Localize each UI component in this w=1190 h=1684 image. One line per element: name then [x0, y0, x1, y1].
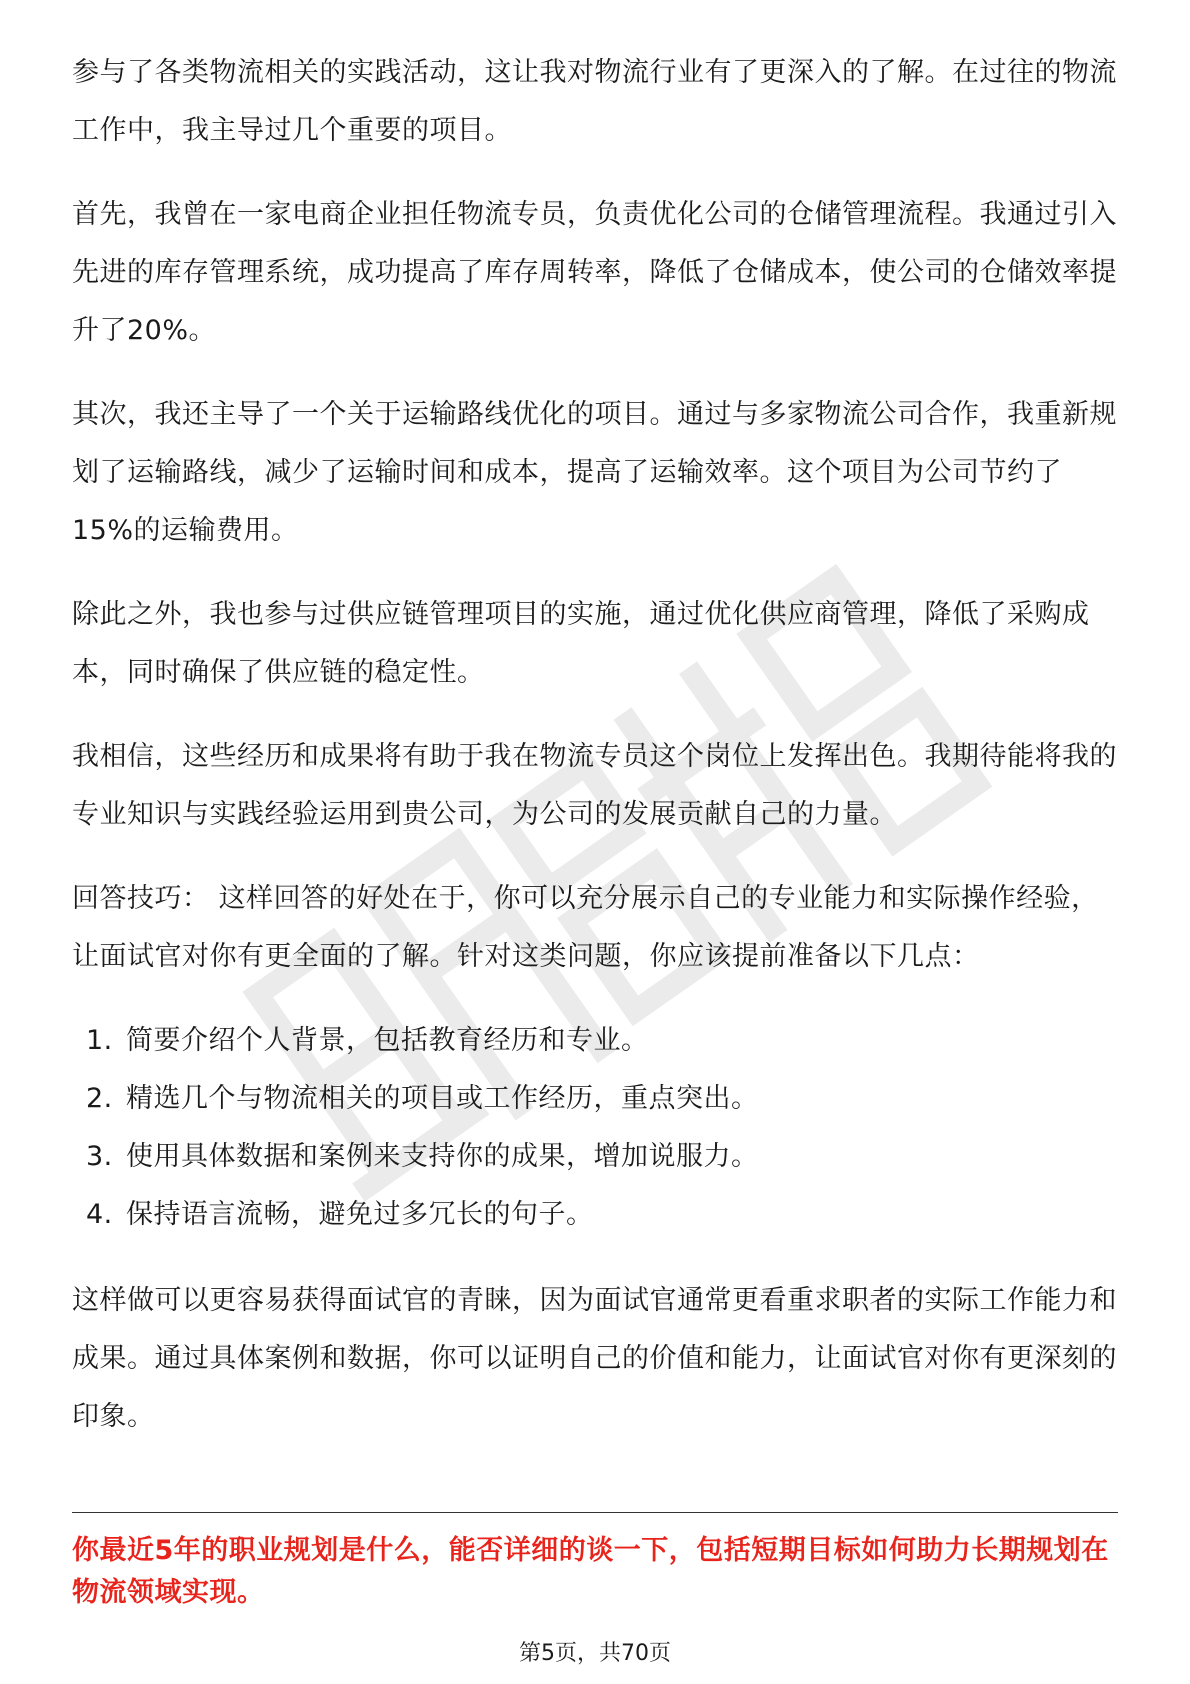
list-item-number: 3.: [86, 1141, 113, 1172]
paragraph-tips: 回答技巧： 这样回答的好处在于，你可以充分展示自己的专业能力和实际操作经验，让面试官对你有更全面的了解。针对这类问题，你应该提前准备以下几点：: [72, 883, 1099, 972]
list-item-number: 4.: [86, 1199, 113, 1230]
list-item-text: 精选几个与物流相关的项目或工作经历，重点突出。: [126, 1083, 759, 1114]
list-item-text: 使用具体数据和案例来支持你的成果，增加说服力。: [126, 1141, 759, 1172]
list-item: [72, 1070, 1118, 1128]
paragraph-supply-chain: 除此之外，我也参与过供应链管理项目的实施，通过优化供应商管理，降低了采购成本，同时确保了供应链的稳定性。: [72, 599, 1090, 688]
paragraph-conclusion: 我相信，这些经历和成果将有助于我在物流专员这个岗位上发挥出色。我期待能将我的专业知识与实践经验运用到贵公司，为公司的发展贡献自己的力量。: [72, 741, 1117, 830]
section-divider: [72, 1512, 1118, 1513]
list-item-number: 1.: [86, 1025, 113, 1056]
interview-question: 你最近5年的职业规划是什么，能否详细的谈一下，包括短期目标如何助力长期规划在物流领域实现。: [72, 1535, 1109, 1608]
list-item-text: 简要介绍个人背景，包括教育经历和专业。: [126, 1025, 649, 1056]
main-content: [72, 44, 1118, 1472]
paragraph-warehouse-project: 首先，我曾在一家电商企业担任物流专员，负责优化公司的仓储管理流程。我通过引入先进的库存管理系统，成功提高了库存周转率，降低了仓储成本，使公司的仓储效率提升了20%。: [72, 199, 1117, 346]
list-item-text: 保持语言流畅，避免过多冗长的句子。: [126, 1199, 594, 1230]
list-item: [72, 1128, 1118, 1186]
tips-list: [72, 1012, 1118, 1244]
paragraph-closing: 这样做可以更容易获得面试官的青睐，因为面试官通常更看重求职者的实际工作能力和成果。通过具体案例和数据，你可以证明自己的价值和能力，让面试官对你有更深刻的印象。: [72, 1285, 1117, 1432]
list-item: [72, 1186, 1118, 1244]
list-item: [72, 1012, 1118, 1070]
list-item-number: 2.: [86, 1083, 113, 1114]
page-number: 第5页，共70页: [519, 1641, 671, 1666]
paragraph-intro: 参与了各类物流相关的实践活动，这让我对物流行业有了更深入的了解。在过往的物流工作中，我主导过几个重要的项目。: [72, 57, 1117, 146]
paragraph-route-project: 其次，我还主导了一个关于运输路线优化的项目。通过与多家物流公司合作，我重新规划了运输路线，减少了运输时间和成本，提高了运输效率。这个项目为公司节约了15%的运输费用。: [72, 399, 1117, 546]
